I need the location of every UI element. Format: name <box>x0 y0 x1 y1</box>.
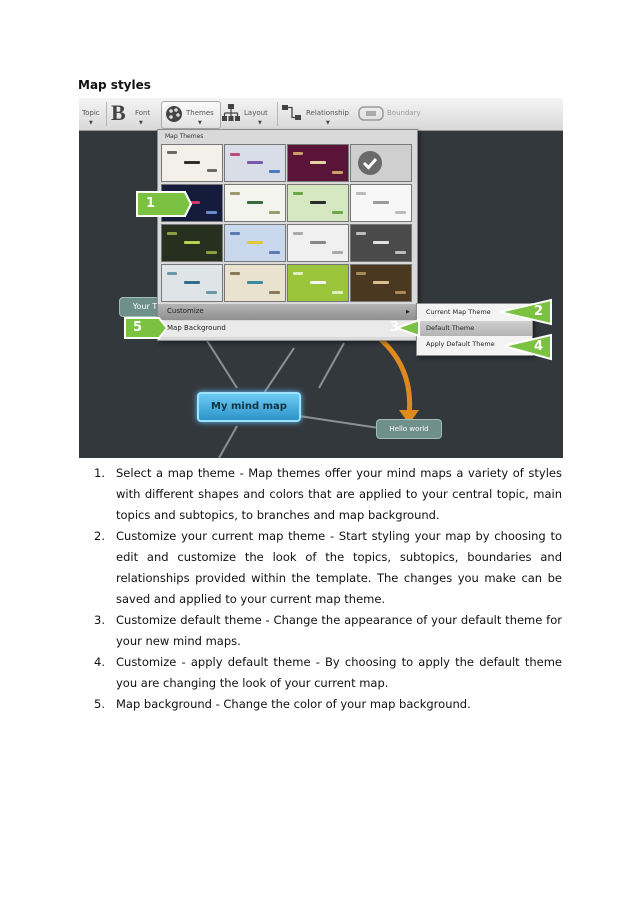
callout-badge-5: 5 <box>132 320 143 335</box>
callout-badge-3: 3 <box>389 320 400 335</box>
partial-topic-node[interactable]: Your T <box>119 297 171 317</box>
bold-b-icon: B <box>111 100 126 125</box>
chevron-down-icon: ▼ <box>198 120 202 126</box>
list-item: 5. Map background - Change the color of your map background. <box>94 697 471 711</box>
steps-list <box>94 463 562 715</box>
screenshot-figure <box>79 98 563 458</box>
hello-world-node[interactable]: Hello world <box>376 419 442 439</box>
customize-menu-item[interactable]: Customize ▶ <box>158 304 417 320</box>
current-map-theme-item[interactable]: Current Map Theme <box>426 308 491 316</box>
layout-button[interactable]: Layout ▼ <box>222 98 274 130</box>
font-button[interactable]: B Font ▼ <box>111 100 151 126</box>
themes-button[interactable]: Themes ▼ <box>161 101 221 129</box>
list-item: 1. Select a map theme - Map themes offer your mind maps a variety of styles with different shapes and colors that are applied to your central topic, main topics and subtopics, to branches and map background. <box>94 466 562 522</box>
callout-badge-1: 1 <box>145 196 156 211</box>
boundary-button[interactable]: Boundary <box>358 98 428 130</box>
submenu-arrow-icon: ▶ <box>406 309 410 315</box>
list-item: 3. Customize default theme - Change the appearance of your default theme for your new mind maps. <box>94 613 562 648</box>
map-background-menu-item[interactable]: Map Background <box>158 321 417 337</box>
chevron-down-icon: ▼ <box>139 120 143 126</box>
topic-button[interactable]: Topic ▼ <box>82 109 100 126</box>
relationship-button[interactable]: Relationship ▼ <box>282 98 354 130</box>
callout-arrows <box>79 98 563 458</box>
chevron-down-icon: ▼ <box>89 120 93 126</box>
chevron-down-icon: ▼ <box>326 120 330 126</box>
menu-title: Map Themes <box>165 133 204 140</box>
default-theme-item[interactable]: Default Theme <box>417 321 532 336</box>
callout-badge-4: 4 <box>533 339 544 354</box>
apply-default-theme-item[interactable]: Apply Default Theme <box>426 340 495 348</box>
chevron-down-icon: ▼ <box>258 120 262 126</box>
list-item: 2. Customize your current map theme - Start styling your map by choosing to edit and customize the look of the topics, subtopics, boundaries and relationships provided within the template. The changes you make can be saved and applied to your current map theme. <box>94 529 562 606</box>
callout-badge-2: 2 <box>533 304 544 319</box>
section-heading: Map styles <box>78 78 151 92</box>
central-topic-node[interactable]: My mind map <box>197 392 301 422</box>
list-item: 4. Customize - apply default theme - By choosing to apply the default theme you are changing the look of your current map. <box>94 655 562 690</box>
